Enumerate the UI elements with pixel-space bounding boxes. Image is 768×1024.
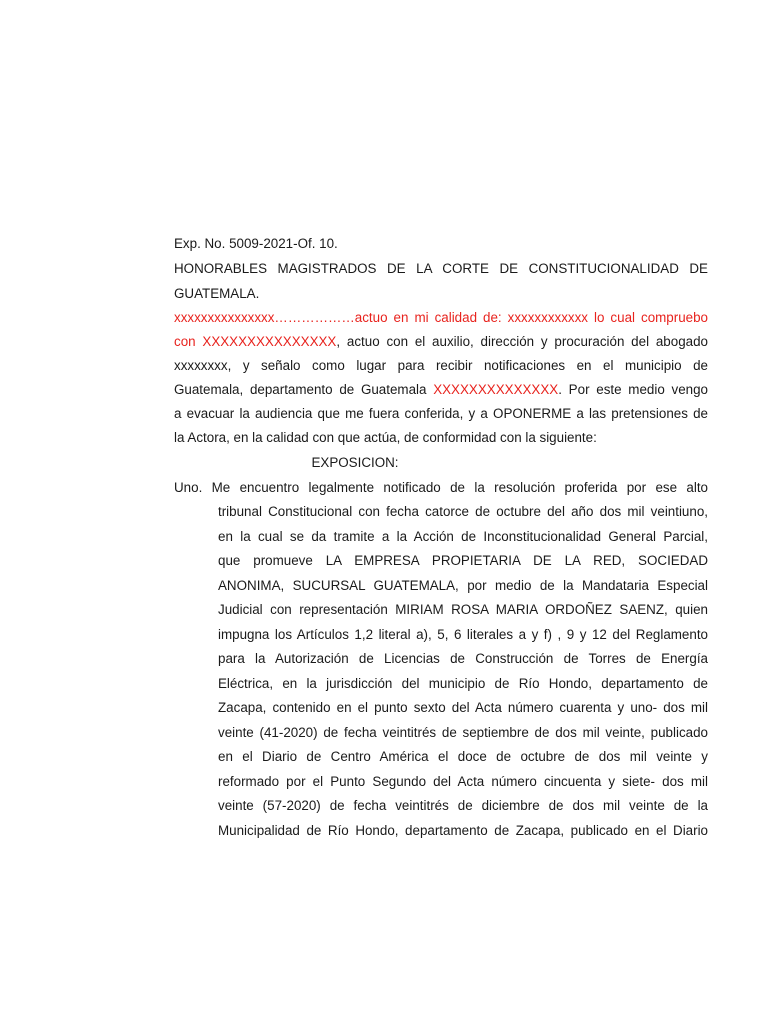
paragraph-uno-line: ANONIMA, SUCURSAL GUATEMALA, por medio de la Mandataria Especial (218, 578, 708, 593)
intro-line-4-pre: Guatemala, departamento de Guatemala (174, 382, 434, 397)
intro-line-1: xxxxxxxxxxxxxxx………………actuo en mi calidad de: xxxxxxxxxxxx lo cual compruebo (174, 310, 708, 325)
paragraph-uno-line: veinte (41-2020) de fecha veintitrés de septiembre de dos mil veinte, publicado (218, 725, 708, 740)
section-heading (174, 453, 708, 473)
intro-line-3: xxxxxxxx, y señalo como lugar para recibir notificaciones en el municipio de (174, 358, 708, 373)
paragraph-uno-line: en el Diario de Centro América el doce de octubre de dos mil veinte y (218, 749, 708, 764)
paragraph-uno-line: Zacapa, contenido en el punto sexto del Acta número cuarenta y uno- dos mil (218, 700, 708, 715)
intro-line-6: la Actora, en la calidad con que actúa, de conformidad con la siguiente: (174, 430, 597, 445)
expediente-number: Exp. No. 5009-2021-Of. 10. (174, 236, 338, 251)
paragraph-uno-line: tribunal Constitucional con fecha catorce de octubre del año dos mil veintiuno, (218, 504, 708, 519)
section-heading-text: EXPOSICION: (311, 455, 399, 470)
intro-line-4 (174, 380, 708, 400)
intro-line-5: a evacuar la audiencia que me fuera conferida, y a OPONERME a las pretensiones de (174, 406, 708, 421)
paragraph-uno-line: Judicial con representación MIRIAM ROSA MARIA ORDOÑEZ SAENZ, quien (218, 602, 708, 617)
paragraph-uno-line: Uno. Me encuentro legalmente notificado de la resolución proferida por ese alto (174, 480, 708, 495)
intro-line-4-post: . Por este medio vengo (558, 382, 708, 397)
paragraph-uno-line: para la Autorización de Licencias de Construcción de Torres de Energía (218, 651, 708, 666)
paragraph-uno-line: veinte (57-2020) de fecha veintitrés de diciembre de dos mil veinte de la (218, 798, 708, 813)
address-line-1: HONORABLES MAGISTRADOS DE LA CORTE DE CONSTITUCIONALIDAD DE (174, 261, 708, 276)
paragraph-uno-line: en la cual se da tramite a la Acción de Inconstitucionalidad General Parcial, (218, 529, 708, 544)
paragraph-uno-line: impugna los Artículos 1,2 literal a), 5, 6 literales a y f) , 9 y 12 del Reglamento (218, 627, 708, 642)
intro-line-2 (174, 332, 708, 352)
intro-placeholder-address: XXXXXXXXXXXXXX (433, 382, 559, 397)
intro-line-2-text: , actuo con el auxilio, dirección y procuración del abogado (336, 334, 708, 349)
paragraph-uno-line: Municipalidad de Río Hondo, departamento de Zacapa, publicado en el Diario (218, 823, 708, 838)
intro-placeholder-name: con XXXXXXXXXXXXXXX (174, 334, 337, 349)
paragraph-uno-line: que promueve LA EMPRESA PROPIETARIA DE LA RED, SOCIEDAD (218, 553, 708, 568)
address-line-2: GUATEMALA. (174, 286, 260, 301)
paragraph-uno-line: Eléctrica, en la jurisdicción del municipio de Río Hondo, departamento de (218, 676, 708, 691)
paragraph-uno-line: reformado por el Punto Segundo del Acta número cincuenta y siete- dos mil (218, 774, 708, 789)
